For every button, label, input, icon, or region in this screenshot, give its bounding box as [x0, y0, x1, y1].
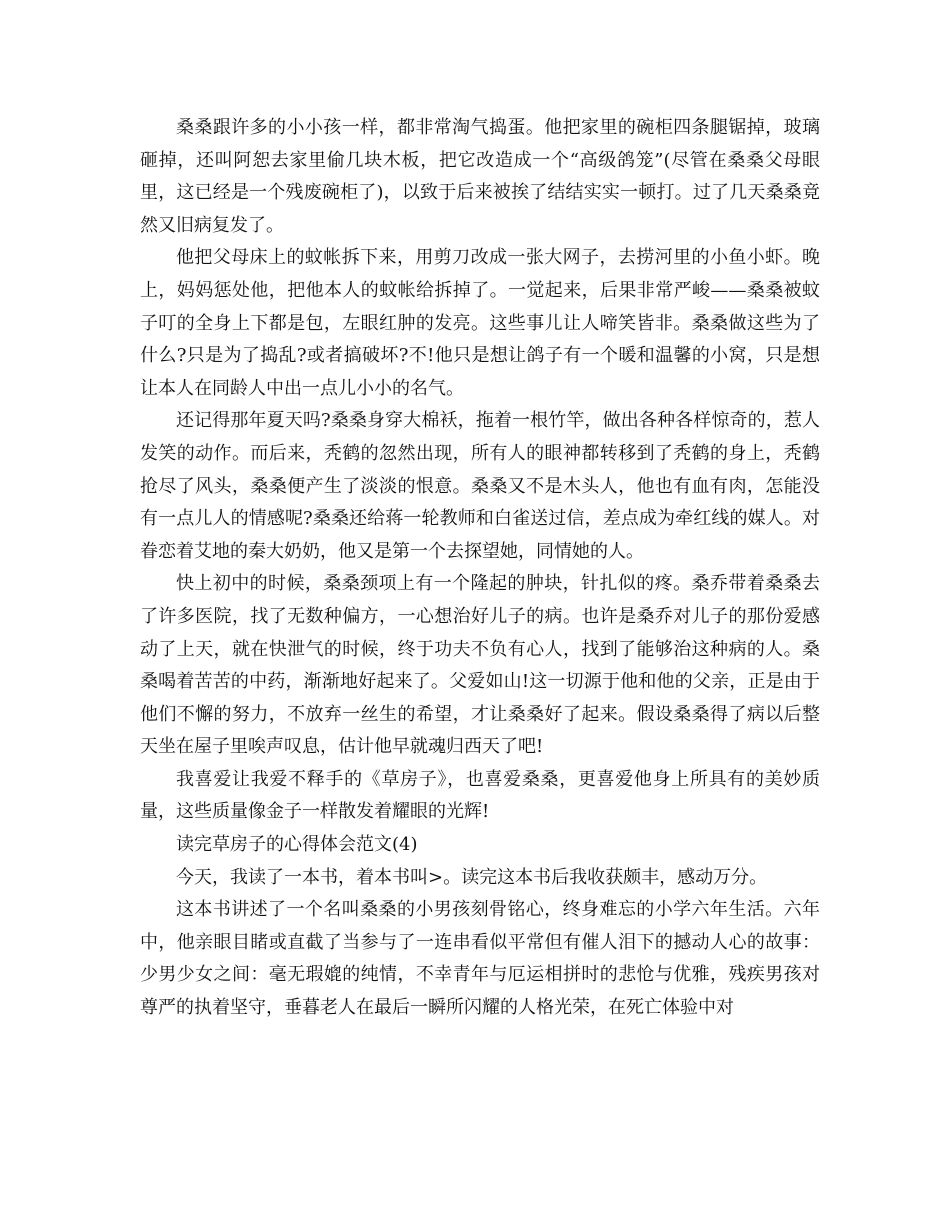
paragraph-1: 桑桑跟许多的小小孩一样，都非常淘气捣蛋。他把家里的碗柜四条腿锯掉，玻璃砸掉，还叫阿恕去家里偷几块木板，把它改造成一个“高级鸽笼”(尽管在桑桑父母眼里，这已经是一个残废碗柜了)，以致于后来被挨了结结实实一顿打。过了几天桑桑竟然又旧病复发了。 — [140, 117, 820, 236]
section-heading: 读完草房子的心得体会范文(4) — [176, 834, 418, 856]
document-page — [140, 112, 820, 1025]
paragraph-3: 还记得那年夏天吗?桑桑身穿大棉袄，拖着一根竹竿，做出各种各样惊奇的，惹人发笑的动作。而后来，秃鹤的忽然出现，所有人的眼神都转移到了秃鹤的身上，秃鹤抢尽了风头，桑桑便产生了淡淡的恨意。桑桑又不是木头人，他也有血有肉，怎能没有一点儿人的情感呢?桑桑还给蒋一轮教师和白雀送过信，差点成为牵红线的媒人。对眷恋着艾地的秦大奶奶，他又是第一个去探望她，同情她的人。 — [140, 410, 820, 562]
paragraph-5: 我喜爱让我爱不释手的《草房子》，也喜爱桑桑，更喜爱他身上所具有的美妙质量，这些质量像金子一样散发着耀眼的光辉! — [140, 768, 820, 823]
paragraph-4: 快上初中的时候，桑桑颈项上有一个隆起的肿块，针扎似的疼。桑乔带着桑桑去了许多医院，找了无数种偏方，一心想治好儿子的病。也许是桑乔对儿子的那份爱感动了上天，就在快泄气的时候，终于功夫不负有心人，找到了能够治这种病的人。桑桑喝着苦苦的中药，渐渐地好起来了。父爱如山!这一切源于他和他的父亲，正是由于他们不懈的努力，不放弃一丝生的希望，才让桑桑好了起来。假设桑桑得了病以后整天坐在屋子里唉声叹息，估计他早就魂归西天了吧! — [140, 573, 820, 758]
paragraph-6: 今天，我读了一本书，着本书叫>。读完这本书后我收获颇丰，感动万分。 — [176, 866, 768, 888]
paragraph-2: 他把父母床上的蚊帐拆下来，用剪刀改成一张大网子，去捞河里的小鱼小虾。晚上，妈妈惩处他，把他本人的蚊帐给拆掉了。一觉起来，后果非常严峻——桑桑被蚊子叮的全身上下都是包，左眼红肿的发亮。这些事儿让人啼笑皆非。桑桑做这些为了什么?只是为了捣乱?或者搞破坏?不!他只是想让鸽子有一个暖和温馨的小窝，只是想让本人在同龄人中出一点儿小小的名气。 — [140, 247, 820, 399]
paragraph-7: 这本书讲述了一个名叫桑桑的小男孩刻骨铭心，终身难忘的小学六年生活。六年中，他亲眼目睹或直截了当参与了一连串看似平常但有催人泪下的撼动人心的故事：少男少女之间：毫无瑕媲的纯情，不幸青年与厄运相拼时的悲怆与优雅，残疾男孩对尊严的执着坚守，垂暮老人在最后一瞬所闪耀的人格光荣，在死亡体验中对 — [140, 899, 820, 1019]
